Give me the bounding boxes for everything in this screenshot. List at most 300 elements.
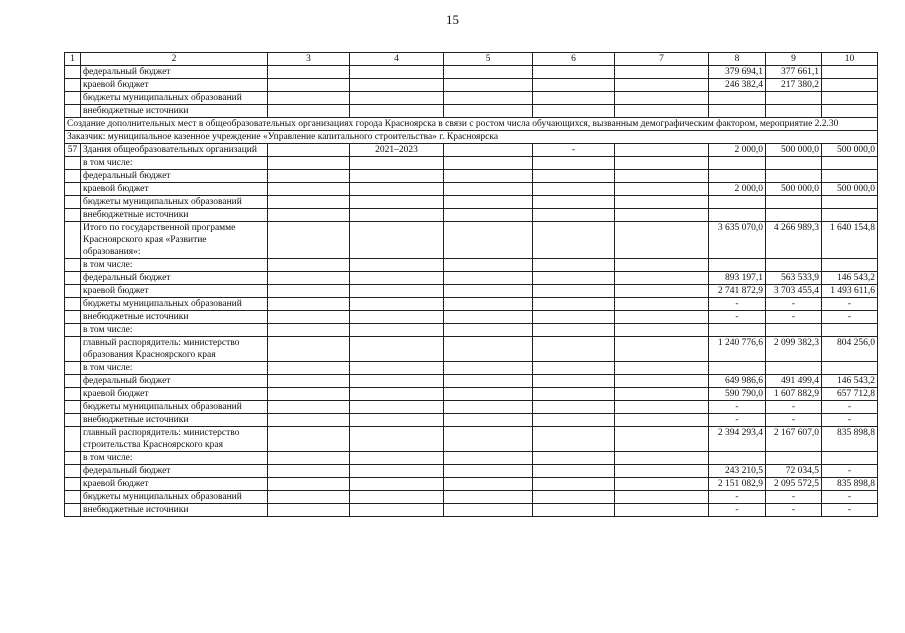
table-row [65,465,878,478]
value-col10 [822,452,878,465]
row-label: федеральный бюджет [81,170,268,183]
value-col8 [709,324,766,337]
empty-cell [350,388,444,401]
empty-cell [350,427,444,452]
header-cell: 4 [350,53,444,66]
value-col8: 3 635 070,0 [709,222,766,259]
value-col9 [766,209,822,222]
empty-cell [533,337,615,362]
row-number-cell [65,388,81,401]
value-col10: 1 493 611,6 [822,285,878,298]
value-col9: - [766,414,822,427]
empty-cell [268,196,350,209]
empty-cell [350,504,444,517]
table-row [65,414,878,427]
empty-cell [615,375,709,388]
value-col9: 377 661,1 [766,66,822,79]
value-col10 [822,157,878,170]
empty-cell [268,414,350,427]
row-number-cell [65,427,81,452]
value-col9: 491 499,4 [766,375,822,388]
row-number-cell [65,375,81,388]
value-col10: - [822,298,878,311]
empty-cell [268,478,350,491]
empty-cell [350,478,444,491]
table-row [65,259,878,272]
value-col10: 835 898,8 [822,427,878,452]
empty-cell [268,324,350,337]
empty-cell [615,196,709,209]
empty-cell [444,298,533,311]
empty-cell [268,388,350,401]
row-number-cell [65,92,81,105]
empty-cell [444,222,533,259]
empty-cell [350,452,444,465]
empty-cell [268,504,350,517]
row-label: краевой бюджет [81,478,268,491]
value-col8 [709,209,766,222]
measure-title: Создание дополнительных мест в общеобразовательных организациях города Красноярска в связи с ростом числа обучающихся, вызванным демографическим фактором, мероприятие 2.2.30 [65,118,878,131]
empty-cell [615,79,709,92]
empty-cell [444,170,533,183]
value-col8 [709,362,766,375]
table-row [65,491,878,504]
value-col9: 500 000,0 [766,183,822,196]
table-row [65,209,878,222]
empty-cell [444,465,533,478]
table-row [65,427,878,452]
row-label: бюджеты муниципальных образований [81,298,268,311]
value-col10: 500 000,0 [822,183,878,196]
table-row [65,337,878,362]
empty-cell [444,427,533,452]
table-row [65,170,878,183]
header-cell: 9 [766,53,822,66]
empty-cell [533,401,615,414]
value-col10: 835 898,8 [822,478,878,491]
empty-cell [350,401,444,414]
empty-cell [533,465,615,478]
value-col10 [822,324,878,337]
row-label: краевой бюджет [81,183,268,196]
empty-cell [268,92,350,105]
empty-cell [533,272,615,285]
measure-title-row [65,118,878,131]
empty-cell [268,375,350,388]
row-number-cell [65,478,81,491]
empty-cell [268,298,350,311]
row-label: бюджеты муниципальных образований [81,401,268,414]
empty-cell [268,259,350,272]
empty-cell [268,222,350,259]
row-number-cell [65,105,81,118]
table-row [65,478,878,491]
value-col8: - [709,401,766,414]
empty-cell [615,401,709,414]
value-col8: 649 986,6 [709,375,766,388]
value-col8: - [709,504,766,517]
empty-cell [350,92,444,105]
header-cell: 8 [709,53,766,66]
empty-cell [533,170,615,183]
empty-cell [350,311,444,324]
empty-cell [615,209,709,222]
empty-cell [615,222,709,259]
value-col9: 72 034,5 [766,465,822,478]
value-col9 [766,324,822,337]
empty-cell [350,362,444,375]
empty-cell [268,209,350,222]
table-row [65,401,878,414]
row-label: краевой бюджет [81,388,268,401]
value-col9 [766,196,822,209]
empty-cell [533,362,615,375]
value-col8: 590 790,0 [709,388,766,401]
empty-cell [533,452,615,465]
empty-cell [533,196,615,209]
value-col10 [822,259,878,272]
value-col8: 246 382,4 [709,79,766,92]
empty-cell [615,272,709,285]
row-number-cell [65,414,81,427]
empty-cell [444,337,533,362]
table-row [65,157,878,170]
row-label: внебюджетные источники [81,504,268,517]
empty-cell [533,183,615,196]
table-row [65,92,878,105]
value-col10: 657 712,8 [822,388,878,401]
row-number-cell [65,401,81,414]
table-row [65,311,878,324]
empty-cell [444,209,533,222]
value-col9 [766,259,822,272]
empty-cell [444,414,533,427]
value-col10: - [822,491,878,504]
row-number-cell [65,66,81,79]
table-row [65,362,878,375]
value-col10 [822,79,878,92]
row-label: в том числе: [81,362,268,375]
row-label: федеральный бюджет [81,272,268,285]
value-col9: - [766,311,822,324]
value-col8: - [709,298,766,311]
row-number-cell [65,285,81,298]
customer-label: Заказчик: муниципальное казенное учреждение «Управление капитального строительства» г. Красноярска [65,131,878,144]
empty-cell [268,66,350,79]
header-cell: 10 [822,53,878,66]
value-col8: - [709,414,766,427]
empty-cell [444,478,533,491]
value-col10: - [822,401,878,414]
row-number-cell [65,157,81,170]
empty-cell [615,427,709,452]
row-number-cell [65,324,81,337]
value-col9: 2 099 382,3 [766,337,822,362]
value-col10: - [822,465,878,478]
value-col8: 2 741 872,9 [709,285,766,298]
empty-cell [533,427,615,452]
table-row [65,298,878,311]
row-label: внебюджетные источники [81,414,268,427]
row-label: бюджеты муниципальных образований [81,92,268,105]
empty-cell [615,144,709,157]
value-col8: 2 151 082,9 [709,478,766,491]
value-col10: 146 543,2 [822,375,878,388]
row-label: в том числе: [81,452,268,465]
empty-cell [533,491,615,504]
empty-cell [268,170,350,183]
empty-cell [268,105,350,118]
row-number-cell [65,209,81,222]
empty-cell [533,157,615,170]
value-col9: - [766,491,822,504]
empty-cell [533,504,615,517]
value-col10: 804 256,0 [822,337,878,362]
row-label: краевой бюджет [81,79,268,92]
value-col10 [822,92,878,105]
empty-cell [444,66,533,79]
table-row [65,375,878,388]
row-label: внебюджетные источники [81,105,268,118]
row-number-cell [65,259,81,272]
empty-cell [533,66,615,79]
value-col8: 379 694,1 [709,66,766,79]
empty-cell [350,375,444,388]
item-years: 2021–2023 [350,144,444,157]
empty-cell [268,311,350,324]
empty-cell [533,92,615,105]
value-col10 [822,66,878,79]
empty-cell [533,478,615,491]
empty-cell [615,414,709,427]
empty-cell [268,79,350,92]
empty-cell [533,105,615,118]
row-label: бюджеты муниципальных образований [81,491,268,504]
empty-cell [268,183,350,196]
table-row [65,452,878,465]
table-row [65,79,878,92]
value-col9: 2 167 607,0 [766,427,822,452]
empty-cell [268,157,350,170]
empty-cell [268,491,350,504]
value-col8: 2 394 293,4 [709,427,766,452]
table-row [65,285,878,298]
row-number-cell [65,183,81,196]
empty-cell [350,272,444,285]
row-label: внебюджетные источники [81,311,268,324]
empty-cell [444,311,533,324]
header-cell: 6 [533,53,615,66]
empty-cell [444,105,533,118]
item-col6: - [533,144,615,157]
row-label: бюджеты муниципальных образований [81,196,268,209]
empty-cell [444,375,533,388]
empty-cell [444,285,533,298]
value-col9: 3 703 455,4 [766,285,822,298]
value-col8 [709,157,766,170]
row-label: федеральный бюджет [81,465,268,478]
table-row [65,388,878,401]
row-number-cell [65,452,81,465]
row-label: федеральный бюджет [81,66,268,79]
empty-cell [350,337,444,362]
value-col8: 893 197,1 [709,272,766,285]
empty-cell [533,209,615,222]
value-col10: 146 543,2 [822,272,878,285]
value-col9 [766,170,822,183]
empty-cell [350,66,444,79]
empty-cell [615,183,709,196]
value-col8 [709,170,766,183]
value-col10: 500 000,0 [822,144,878,157]
empty-cell [268,285,350,298]
value-col10 [822,209,878,222]
item-57-row [65,144,878,157]
value-col8: 2 000,0 [709,144,766,157]
row-label: краевой бюджет [81,285,268,298]
empty-cell [350,491,444,504]
header-cell: 5 [444,53,533,66]
empty-cell [533,324,615,337]
value-col9: 4 266 989,3 [766,222,822,259]
page-number: 15 [446,12,459,27]
value-col9: 2 095 572,5 [766,478,822,491]
empty-cell [350,285,444,298]
value-col8 [709,92,766,105]
value-col8: 1 240 776,6 [709,337,766,362]
row-number-cell [65,79,81,92]
empty-cell [615,491,709,504]
value-col9: 500 000,0 [766,144,822,157]
empty-cell [615,504,709,517]
value-col10: - [822,414,878,427]
empty-cell [444,259,533,272]
table-row [65,324,878,337]
empty-cell [615,170,709,183]
row-label: главный распорядитель: министерство строительства Красноярского края [81,427,268,452]
empty-cell [444,362,533,375]
empty-cell [615,66,709,79]
empty-cell [533,259,615,272]
table-row [65,272,878,285]
empty-cell [268,144,350,157]
row-number-cell [65,311,81,324]
row-number-cell [65,504,81,517]
empty-cell [533,414,615,427]
row-label: в том числе: [81,259,268,272]
table-row [65,222,878,259]
row-number-cell [65,272,81,285]
empty-cell [533,375,615,388]
empty-cell [268,362,350,375]
customer-row [65,131,878,144]
empty-cell [615,311,709,324]
value-col9: - [766,401,822,414]
value-col9: 217 380,2 [766,79,822,92]
value-col8: 2 000,0 [709,183,766,196]
empty-cell [615,388,709,401]
empty-cell [350,105,444,118]
empty-cell [444,144,533,157]
empty-cell [615,105,709,118]
value-col9 [766,105,822,118]
value-col10: - [822,504,878,517]
empty-cell [444,79,533,92]
empty-cell [615,465,709,478]
row-label: в том числе: [81,324,268,337]
empty-cell [268,337,350,362]
empty-cell [615,337,709,362]
empty-cell [533,222,615,259]
empty-cell [533,388,615,401]
empty-cell [350,196,444,209]
empty-cell [268,427,350,452]
value-col8 [709,105,766,118]
row-label: Итого по государственной программе Красноярского края «Развитие образования»: [81,222,268,259]
header-cell: 1 [65,53,81,66]
empty-cell [615,452,709,465]
row-label: в том числе: [81,157,268,170]
row-number-cell [65,491,81,504]
empty-cell [615,324,709,337]
empty-cell [268,452,350,465]
value-col9: - [766,298,822,311]
item-name: Здания общеобразовательных организаций [81,144,268,157]
value-col8: 243 210,5 [709,465,766,478]
value-col8: - [709,491,766,504]
empty-cell [444,452,533,465]
row-label: внебюджетные источники [81,209,268,222]
empty-cell [615,285,709,298]
empty-cell [615,157,709,170]
header-cell: 3 [268,53,350,66]
empty-cell [533,298,615,311]
value-col10 [822,362,878,375]
empty-cell [350,209,444,222]
value-col9: 563 533,9 [766,272,822,285]
empty-cell [444,196,533,209]
empty-cell [350,183,444,196]
value-col8 [709,452,766,465]
empty-cell [350,414,444,427]
empty-cell [615,478,709,491]
row-number-cell [65,298,81,311]
empty-cell [350,259,444,272]
empty-cell [444,324,533,337]
table-row [65,196,878,209]
value-col9: - [766,504,822,517]
value-col10 [822,105,878,118]
budget-table [64,52,878,517]
empty-cell [350,79,444,92]
row-number-cell [65,362,81,375]
header-cell: 7 [615,53,709,66]
value-col10 [822,170,878,183]
empty-cell [444,183,533,196]
empty-cell [615,362,709,375]
table-row [65,105,878,118]
empty-cell [350,157,444,170]
empty-cell [444,388,533,401]
row-number-cell [65,222,81,259]
header-row [65,53,878,66]
value-col10 [822,196,878,209]
empty-cell [444,157,533,170]
value-col9 [766,452,822,465]
row-label: главный распорядитель: министерство образования Красноярского края [81,337,268,362]
empty-cell [533,285,615,298]
empty-cell [268,465,350,478]
